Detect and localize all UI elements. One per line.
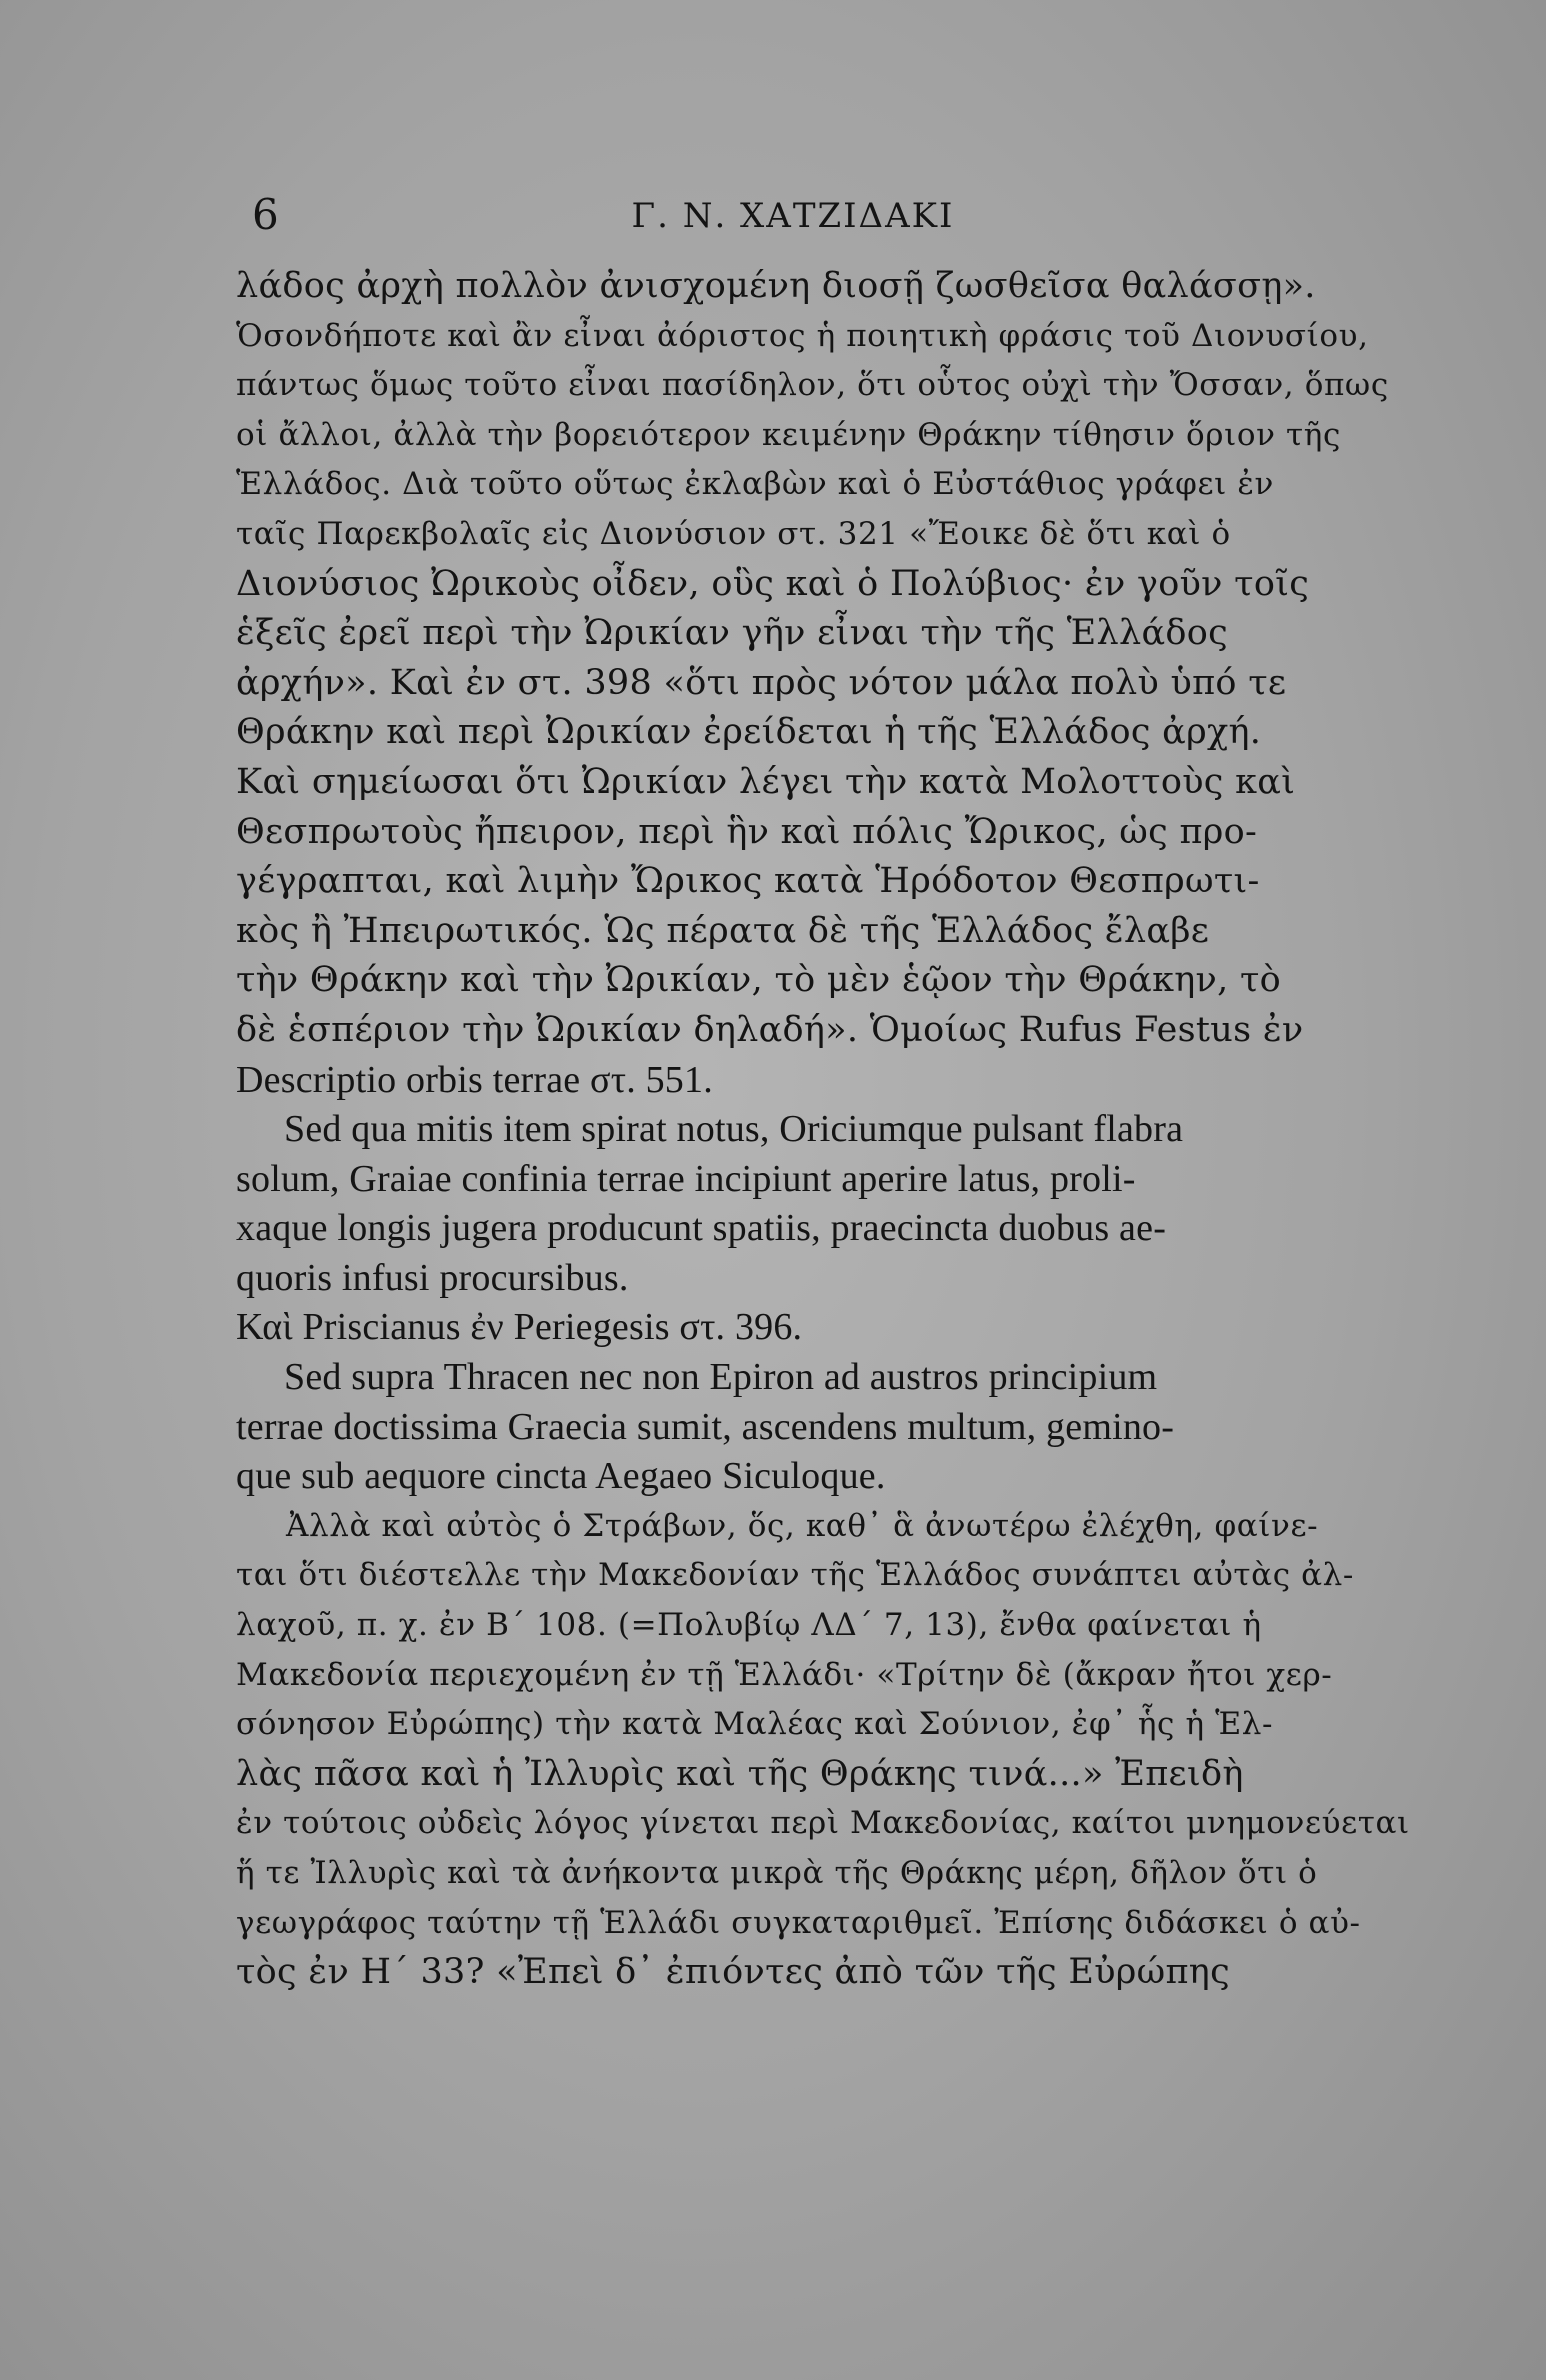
quote-line: Sed qua mitis item spirat notus, Oriciumque pulsant flabra [284, 1108, 1184, 1151]
text-line: πάντως ὅμως τοῦτο εἶναι πασίδηλον, ὅτι οὗτος οὐχὶ τὴν Ὄσσαν, ὅπως [236, 367, 1389, 404]
text-line: δὲ ἑσπέριον τὴν Ὠρικίαν δηλαδή». Ὁμοίως Rufus Festus ἐν [236, 1009, 1304, 1050]
text-line: κὸς ἢ Ἠπειρωτικός. Ὡς πέρατα δὲ τῆς Ἑλλάδος ἔλαβε [236, 910, 1210, 951]
text-line: Διονύσιος Ὠρικοὺς οἶδεν, οὓς καὶ ὁ Πολύβιος· ἐν γοῦν τοῖς [236, 563, 1310, 604]
text-line: λαχοῦ, π. χ. ἐν Β΄ 108. (=Πολυβίῳ ΛΔ΄ 7, 13), ἔνθα φαίνεται ἡ [236, 1607, 1262, 1644]
page-header [0, 190, 1546, 250]
text-line: Καὶ Priscianus ἐν Periegesis στ. 396. [236, 1306, 803, 1349]
page-body [236, 262, 1442, 1998]
text-line: ἑξεῖς ἐρεῖ περὶ τὴν Ὠρικίαν γῆν εἶναι τὴν τῆς Ἑλλάδος [236, 613, 1229, 654]
text-line: Ὁσονδήποτε καὶ ἂν εἶναι ἀόριστος ἡ ποιητικὴ φράσις τοῦ Διονυσίου, [236, 317, 1369, 354]
text-line: ἀρχήν». Καὶ ἐν στ. 398 «ὅτι πρὸς νότον μάλα πολὺ ὑπό τε [236, 662, 1287, 703]
quote-line: terrae doctissima Graecia sumit, ascendens multum, gemino- [236, 1405, 1175, 1448]
text-line: οἱ ἄλλοι, ἀλλὰ τὴν βορειότερον κειμένην Θράκην τίθησιν ὅριον τῆς [236, 416, 1341, 453]
text-line: Descriptio orbis terrae στ. 551. [236, 1058, 713, 1101]
text-line: σόνησον Εὐρώπης) τὴν κατὰ Μαλέας καὶ Σούνιον, ἐφ᾽ ἧς ἡ Ἑλ- [236, 1706, 1274, 1743]
text-line: γεωγράφος ταύτην τῇ Ἑλλάδι συγκαταριθμεῖ. Ἐπίσης διδάσκει ὁ αὐ- [236, 1904, 1361, 1941]
text-line: Καὶ σημείωσαι ὅτι Ὠρικίαν λέγει τὴν κατὰ Μολοττοὺς καὶ [236, 761, 1296, 802]
text-line: γέγραπται, καὶ λιμὴν Ὤρικος κατὰ Ἡρόδοτον Θεσπρωτι- [236, 861, 1260, 902]
text-line: Ἑλλάδος. Διὰ τοῦτο οὕτως ἐκλαβὼν καὶ ὁ Εὐστάθιος γράφει ἐν [236, 466, 1275, 503]
text-line: Ἀλλὰ καὶ αὐτὸς ὁ Στράβων, ὅς, καθ᾽ ἃ ἀνωτέρω ἐλέχθη, φαίνε- [286, 1507, 1319, 1544]
quote-line: solum, Graiae confinia terrae incipiunt aperire latus, proli- [236, 1157, 1136, 1200]
text-line: λάδος ἀρχὴ πολλὸν ἀνισχομένη διοσῇ ζωσθεῖσα θαλάσσῃ». [236, 266, 1316, 306]
quote-line: Sed supra Thracen nec non Epiron ad austros principium [284, 1356, 1158, 1399]
text-line: ἥ τε Ἰλλυρὶς καὶ τὰ ἀνήκοντα μικρὰ τῆς Θράκης μέρη, δῆλον ὅτι ὁ [236, 1855, 1318, 1891]
text-line: Θράκην καὶ περὶ Ὠρικίαν ἐρείδεται ἡ τῆς Ἑλλάδος ἀρχή. [236, 712, 1262, 753]
running-head: Γ. Ν. ΧΑΤΖΙΔΑΚΙ [631, 196, 955, 236]
quote-line: xaque longis jugera producunt spatiis, praecincta duobus ae- [236, 1207, 1167, 1250]
quote-line: quoris infusi procursibus. [236, 1256, 629, 1299]
text-line: ταῖς Παρεκβολαῖς εἰς Διονύσιον στ. 321 «Ἔοικε δὲ ὅτι καὶ ὁ [236, 515, 1231, 552]
page-number: 6 [252, 190, 279, 239]
text-line: Θεσπρωτοὺς ἤπειρον, περὶ ἣν καὶ πόλις Ὤρικος, ὡς προ- [236, 811, 1258, 852]
text-line: ἐν τούτοις οὐδεὶς λόγος γίνεται περὶ Μακεδονίας, καίτοι μνημονεύεται [236, 1805, 1410, 1842]
text-line: τὴν Θράκην καὶ τὴν Ὠρικίαν, τὸ μὲν ἑῷον τὴν Θράκην, τὸ [236, 960, 1281, 1001]
text-line: τὸς ἐν Η΄ 33? «Ἐπεὶ δ᾽ ἐπιόντες ἀπὸ τῶν τῆς Εὐρώπης [236, 1952, 1230, 1993]
quote-line: que sub aequore cincta Aegaeo Siculoque. [236, 1455, 886, 1498]
text-line: Μακεδονία περιεχομένη ἐν τῇ Ἑλλάδι· «Τρίτην δὲ (ἄκραν ἤτοι χερ- [236, 1656, 1333, 1693]
text-line: ται ὅτι διέστελλε τὴν Μακεδονίαν τῆς Ἑλλάδος συνάπτει αὐτὰς ἀλ- [236, 1557, 1354, 1594]
text-line: λὰς πᾶσα καὶ ἡ Ἰλλυρὶς καὶ τῆς Θράκης τινά...» Ἐπειδὴ [236, 1753, 1244, 1794]
